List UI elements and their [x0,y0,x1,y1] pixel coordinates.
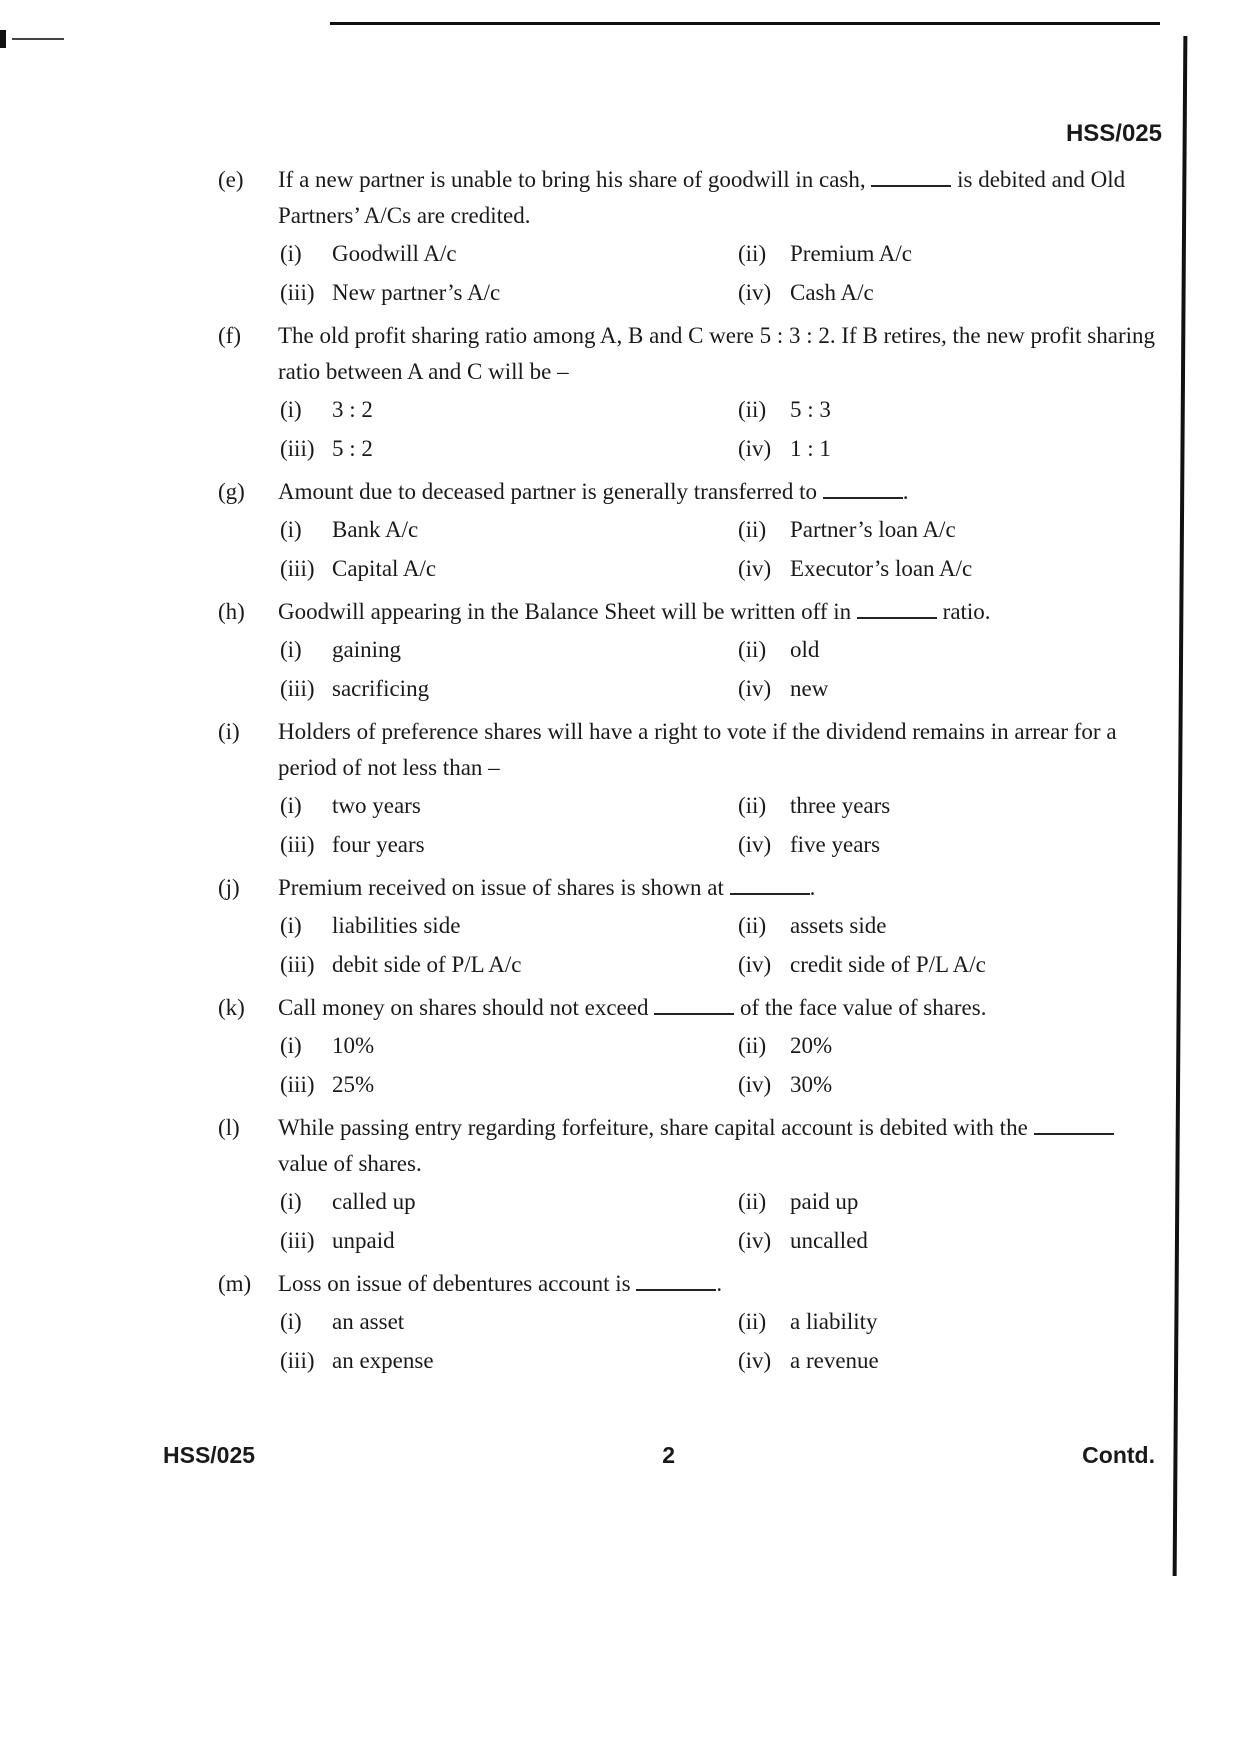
scan-border-right [1173,36,1188,1576]
option: (ii) 5 : 3 [738,397,831,422]
page-footer [163,1442,1155,1469]
question-number: (e) [218,167,244,192]
question-text: Call money on shares should not exceed of the face value of shares. [278,995,987,1020]
question [218,870,1168,984]
answer-blank [654,995,734,1015]
question [218,1110,1168,1260]
options [280,390,1168,468]
option: (ii) Premium A/c [738,241,913,266]
option: (i) Bank A/c [280,517,419,542]
question-number: (j) [218,875,240,900]
option: (ii) Partner’s loan A/c [738,517,956,542]
page-number: 2 [662,1442,676,1468]
option: (iii) sacrificing [280,676,430,701]
option: (iii) Capital A/c [280,556,437,581]
option: (i) an asset [280,1309,405,1334]
continued-label: Contd. [1082,1442,1155,1468]
option: (i) Goodwill A/c [280,241,457,266]
options [280,906,1168,984]
question-number: (g) [218,479,245,504]
question [218,1266,1168,1380]
question-number: (i) [218,719,240,744]
options [280,1302,1168,1380]
scan-mark [12,38,64,40]
option: (iv) credit side of P/L A/c [738,952,986,977]
options [280,630,1168,708]
question-text: The old profit sharing ratio among A, B and C were 5 : 3 : 2. If B retires, the new profit sharing ratio between A and C will be – [278,323,1155,384]
option: (ii) a liability [738,1309,878,1334]
option: (iv) new [738,676,829,701]
answer-blank [871,167,951,187]
question-number: (l) [218,1115,240,1140]
question-number: (h) [218,599,245,624]
option: (i) gaining [280,637,401,662]
question-text: Holders of preference shares will have a right to vote if the dividend remains in arrear for a period of not less than – [278,719,1117,780]
question [218,162,1168,312]
option: (ii) assets side [738,913,887,938]
option: (iii) unpaid [280,1228,395,1253]
question-text: Goodwill appearing in the Balance Sheet will be written off in ratio. [278,599,991,624]
answer-blank [857,599,937,619]
option: (iv) a revenue [738,1348,879,1373]
option: (ii) 20% [738,1033,833,1058]
scan-mark [0,30,6,48]
paper-code-header: HSS/025 [1065,120,1162,147]
question [218,714,1168,864]
option: (ii) old [738,637,820,662]
answer-blank [823,479,903,499]
option: (iii) an expense [280,1348,434,1373]
options [280,1026,1168,1104]
question-number: (k) [218,995,245,1020]
question [218,318,1168,468]
question [218,474,1168,588]
option: (iv) 30% [738,1072,833,1097]
question-number: (f) [218,323,241,348]
answer-blank [1034,1115,1114,1135]
option: (iv) uncalled [738,1228,868,1253]
option: (iii) New partner’s A/c [280,280,501,305]
option: (iv) Executor’s loan A/c [738,556,973,581]
option: (iii) debit side of P/L A/c [280,952,522,977]
option: (i) two years [280,793,421,818]
question [218,990,1168,1104]
option: (iii) 25% [280,1072,375,1097]
option: (i) called up [280,1189,416,1214]
options [280,234,1168,312]
scan-border-top [330,22,1160,25]
question-number: (m) [218,1271,252,1296]
options [280,786,1168,864]
option: (iv) 1 : 1 [738,436,831,461]
option: (i) 10% [280,1033,375,1058]
option: (ii) paid up [738,1189,859,1214]
options [280,1182,1168,1260]
options [280,510,1168,588]
question-list [218,162,1168,1386]
answer-blank [636,1271,716,1291]
option: (i) 3 : 2 [280,397,373,422]
question-text: Loss on issue of debentures account is . [278,1271,723,1296]
question-text: Amount due to deceased partner is generally transferred to . [278,479,909,504]
answer-blank [730,875,810,895]
option: (iv) Cash A/c [738,280,874,305]
question [218,594,1168,708]
option: (ii) three years [738,793,891,818]
question-text: Premium received on issue of shares is shown at . [278,875,816,900]
paper-code-footer: HSS/025 [163,1442,256,1468]
option: (iii) four years [280,832,425,857]
question-text: While passing entry regarding forfeiture, share capital account is debited with the value of shares. [278,1110,1168,1182]
option: (iii) 5 : 2 [280,436,373,461]
option: (i) liabilities side [280,913,461,938]
question-text: If a new partner is unable to bring his share of goodwill in cash, is debited and Old Partners’ A/Cs are credited. [278,167,1126,228]
option: (iv) five years [738,832,881,857]
